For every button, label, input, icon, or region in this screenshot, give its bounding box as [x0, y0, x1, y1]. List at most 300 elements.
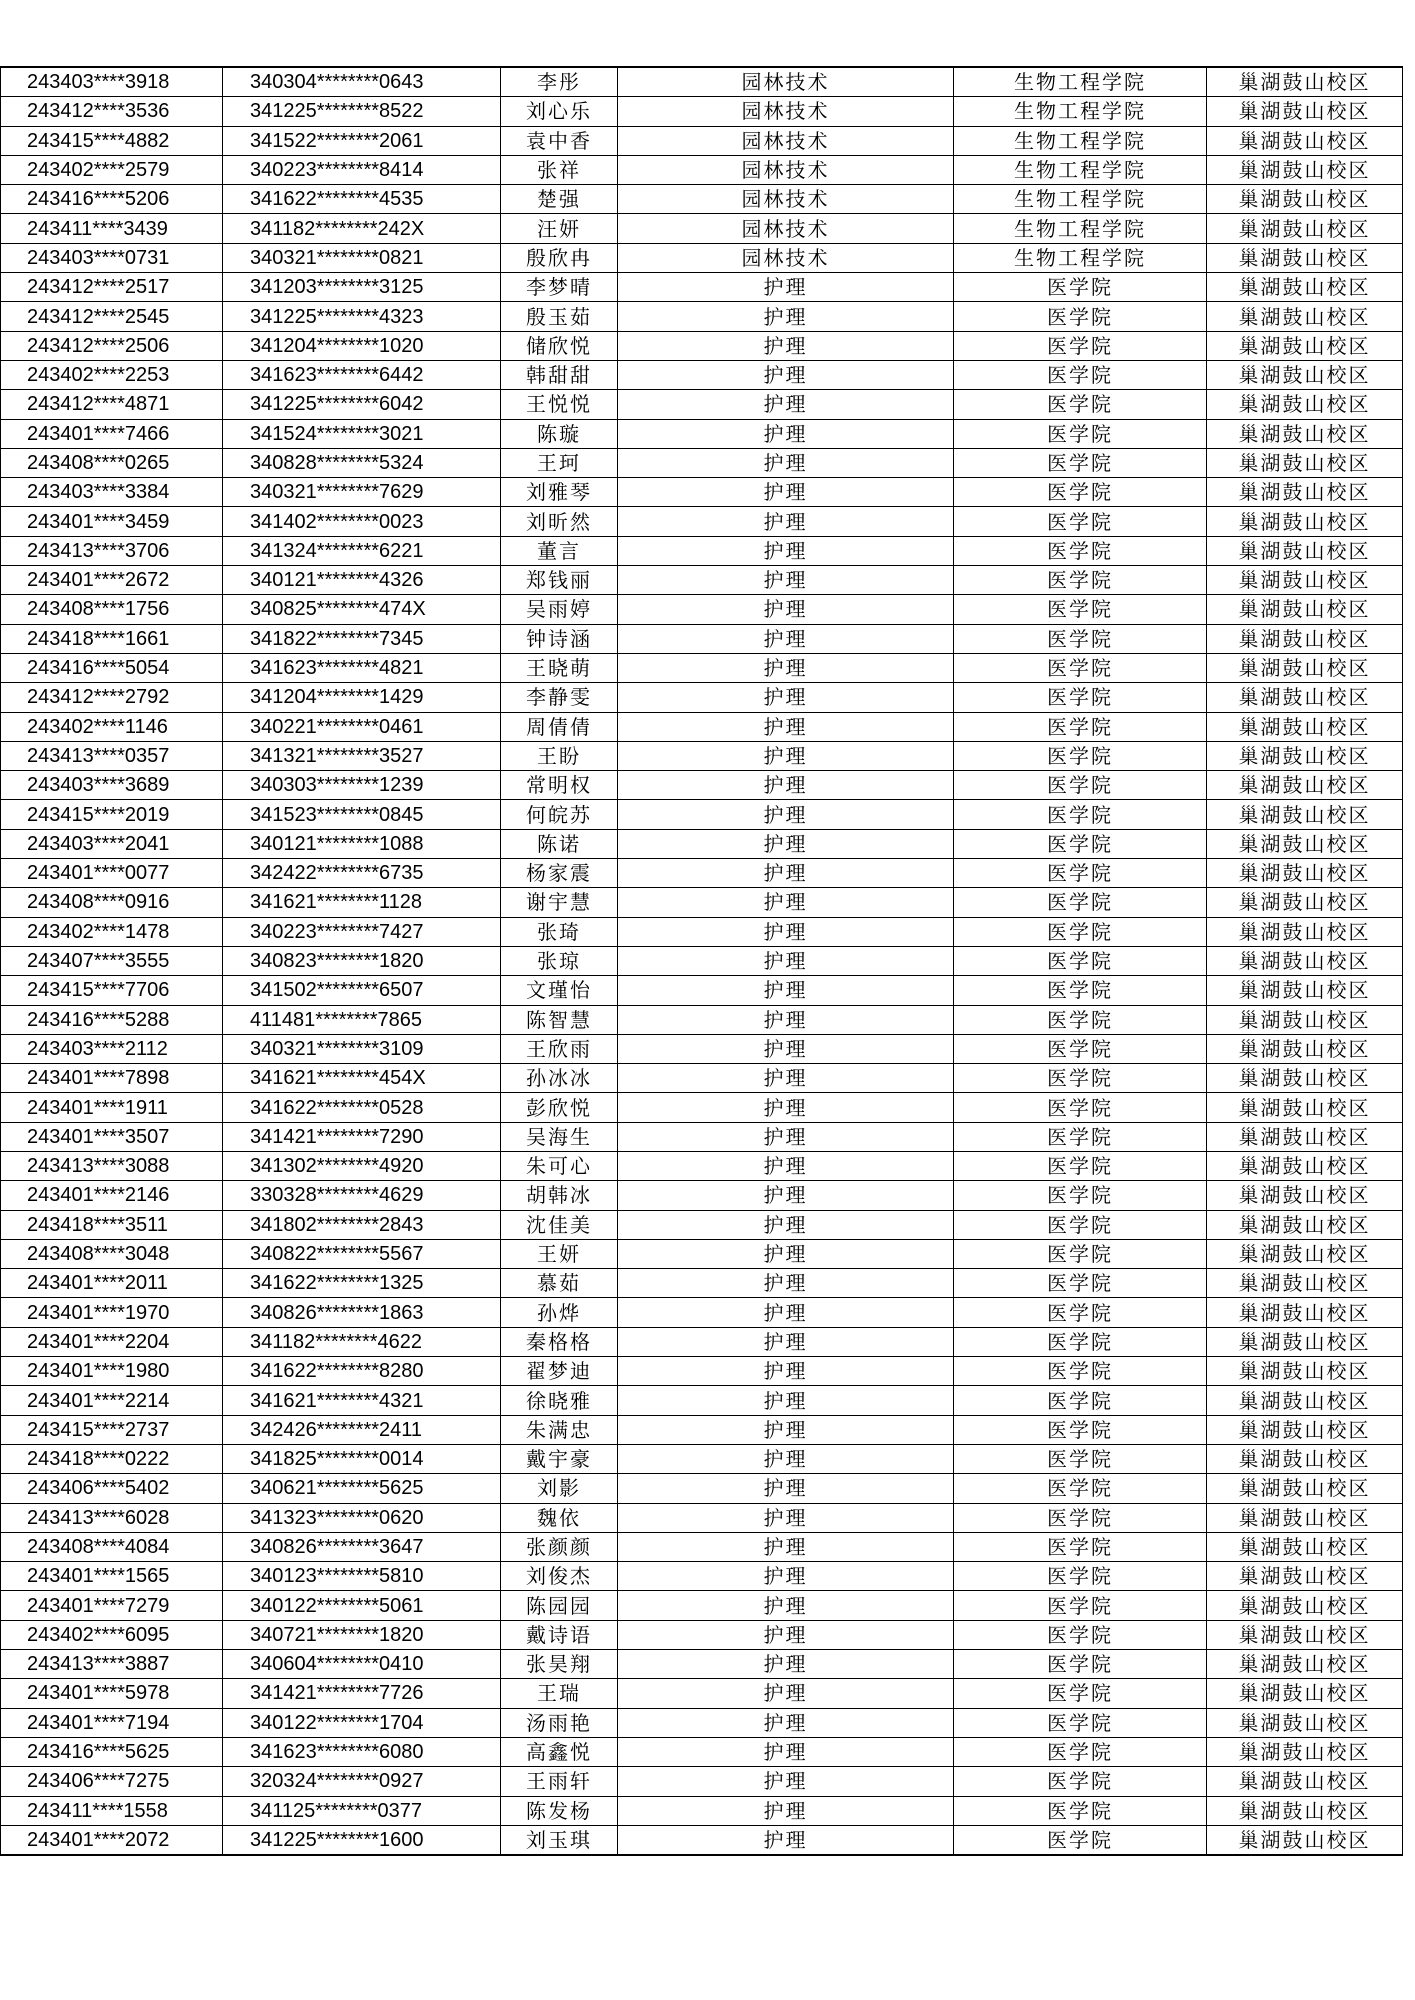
table-row — [1, 1093, 1403, 1122]
major-cell: 园林技术 — [618, 214, 954, 243]
exam-number-cell: 243416****5625 — [1, 1737, 223, 1766]
student-name-cell: 陈璇 — [501, 419, 618, 448]
student-name-cell: 张颜颜 — [501, 1532, 618, 1561]
table-row — [1, 478, 1403, 507]
table-row — [1, 1562, 1403, 1591]
id-number-cell: 340321********7629 — [223, 478, 501, 507]
table-row — [1, 419, 1403, 448]
table-row — [1, 976, 1403, 1005]
id-number-cell: 411481********7865 — [223, 1005, 501, 1034]
id-number-cell: 340122********5061 — [223, 1591, 501, 1620]
college-cell: 生物工程学院 — [954, 243, 1207, 272]
campus-cell: 巢湖鼓山校区 — [1207, 1532, 1403, 1561]
campus-cell: 巢湖鼓山校区 — [1207, 214, 1403, 243]
table-row — [1, 1298, 1403, 1327]
exam-number-cell: 243402****6095 — [1, 1620, 223, 1649]
campus-cell: 巢湖鼓山校区 — [1207, 595, 1403, 624]
campus-cell: 巢湖鼓山校区 — [1207, 1122, 1403, 1151]
major-cell: 护理 — [618, 917, 954, 946]
id-number-cell: 341321********3527 — [223, 741, 501, 770]
major-cell: 护理 — [618, 1415, 954, 1444]
student-name-cell: 王雨轩 — [501, 1767, 618, 1796]
exam-number-cell: 243415****7706 — [1, 976, 223, 1005]
id-number-cell: 341204********1429 — [223, 683, 501, 712]
major-cell: 护理 — [618, 771, 954, 800]
major-cell: 护理 — [618, 448, 954, 477]
college-cell: 生物工程学院 — [954, 97, 1207, 126]
campus-cell: 巢湖鼓山校区 — [1207, 829, 1403, 858]
major-cell: 护理 — [618, 1005, 954, 1034]
student-name-cell: 魏依 — [501, 1503, 618, 1532]
college-cell: 医学院 — [954, 741, 1207, 770]
college-cell: 医学院 — [954, 1034, 1207, 1063]
table-row — [1, 624, 1403, 653]
student-name-cell: 刘雅琴 — [501, 478, 618, 507]
major-cell: 护理 — [618, 1239, 954, 1268]
campus-cell: 巢湖鼓山校区 — [1207, 917, 1403, 946]
college-cell: 生物工程学院 — [954, 155, 1207, 184]
table-row — [1, 126, 1403, 155]
major-cell: 护理 — [618, 1708, 954, 1737]
major-cell: 护理 — [618, 1825, 954, 1855]
student-name-cell: 戴宇豪 — [501, 1444, 618, 1473]
campus-cell: 巢湖鼓山校区 — [1207, 390, 1403, 419]
campus-cell: 巢湖鼓山校区 — [1207, 1239, 1403, 1268]
exam-number-cell: 243401****5978 — [1, 1679, 223, 1708]
exam-number-cell: 243401****2214 — [1, 1386, 223, 1415]
id-number-cell: 341225********4323 — [223, 302, 501, 331]
campus-cell: 巢湖鼓山校区 — [1207, 1591, 1403, 1620]
major-cell: 园林技术 — [618, 126, 954, 155]
student-roster-table — [0, 66, 1403, 1856]
major-cell: 护理 — [618, 478, 954, 507]
campus-cell: 巢湖鼓山校区 — [1207, 1064, 1403, 1093]
id-number-cell: 340321********3109 — [223, 1034, 501, 1063]
student-name-cell: 张琦 — [501, 917, 618, 946]
exam-number-cell: 243402****1146 — [1, 712, 223, 741]
id-number-cell: 340121********4326 — [223, 566, 501, 595]
student-name-cell: 钟诗涵 — [501, 624, 618, 653]
college-cell: 医学院 — [954, 360, 1207, 389]
id-number-cell: 341502********6507 — [223, 976, 501, 1005]
student-name-cell: 沈佳美 — [501, 1210, 618, 1239]
major-cell: 护理 — [618, 683, 954, 712]
id-number-cell: 340121********1088 — [223, 829, 501, 858]
college-cell: 医学院 — [954, 1357, 1207, 1386]
major-cell: 护理 — [618, 536, 954, 565]
college-cell: 医学院 — [954, 1122, 1207, 1151]
college-cell: 医学院 — [954, 1650, 1207, 1679]
id-number-cell: 340721********1820 — [223, 1620, 501, 1649]
student-name-cell: 刘俊杰 — [501, 1562, 618, 1591]
student-name-cell: 慕茹 — [501, 1269, 618, 1298]
id-number-cell: 341225********8522 — [223, 97, 501, 126]
campus-cell: 巢湖鼓山校区 — [1207, 1357, 1403, 1386]
campus-cell: 巢湖鼓山校区 — [1207, 67, 1403, 97]
exam-number-cell: 243408****4084 — [1, 1532, 223, 1561]
student-name-cell: 高鑫悦 — [501, 1737, 618, 1766]
campus-cell: 巢湖鼓山校区 — [1207, 419, 1403, 448]
student-name-cell: 胡韩冰 — [501, 1181, 618, 1210]
student-name-cell: 楚强 — [501, 185, 618, 214]
campus-cell: 巢湖鼓山校区 — [1207, 126, 1403, 155]
campus-cell: 巢湖鼓山校区 — [1207, 185, 1403, 214]
major-cell: 护理 — [618, 1386, 954, 1415]
exam-number-cell: 243401****7466 — [1, 419, 223, 448]
id-number-cell: 341802********2843 — [223, 1210, 501, 1239]
exam-number-cell: 243412****2517 — [1, 273, 223, 302]
major-cell: 护理 — [618, 1474, 954, 1503]
major-cell: 护理 — [618, 1122, 954, 1151]
exam-number-cell: 243406****7275 — [1, 1767, 223, 1796]
major-cell: 园林技术 — [618, 185, 954, 214]
campus-cell: 巢湖鼓山校区 — [1207, 741, 1403, 770]
table-row — [1, 1386, 1403, 1415]
id-number-cell: 340221********0461 — [223, 712, 501, 741]
exam-number-cell: 243408****1756 — [1, 595, 223, 624]
exam-number-cell: 243411****1558 — [1, 1796, 223, 1825]
id-number-cell: 341523********0845 — [223, 800, 501, 829]
college-cell: 医学院 — [954, 1825, 1207, 1855]
major-cell: 园林技术 — [618, 155, 954, 184]
id-number-cell: 341623********4821 — [223, 653, 501, 682]
table-row — [1, 1650, 1403, 1679]
campus-cell: 巢湖鼓山校区 — [1207, 1620, 1403, 1649]
campus-cell: 巢湖鼓山校区 — [1207, 1679, 1403, 1708]
table-row — [1, 1532, 1403, 1561]
college-cell: 医学院 — [954, 771, 1207, 800]
exam-number-cell: 243403****3384 — [1, 478, 223, 507]
id-number-cell: 341402********0023 — [223, 507, 501, 536]
exam-number-cell: 243412****3536 — [1, 97, 223, 126]
exam-number-cell: 243403****0731 — [1, 243, 223, 272]
exam-number-cell: 243413****6028 — [1, 1503, 223, 1532]
exam-number-cell: 243401****3459 — [1, 507, 223, 536]
table-row — [1, 1239, 1403, 1268]
table-row — [1, 1767, 1403, 1796]
id-number-cell: 341302********4920 — [223, 1151, 501, 1180]
student-name-cell: 戴诗语 — [501, 1620, 618, 1649]
college-cell: 医学院 — [954, 800, 1207, 829]
table-row — [1, 1357, 1403, 1386]
college-cell: 医学院 — [954, 653, 1207, 682]
table-row — [1, 302, 1403, 331]
table-row — [1, 1591, 1403, 1620]
exam-number-cell: 243415****2019 — [1, 800, 223, 829]
campus-cell: 巢湖鼓山校区 — [1207, 448, 1403, 477]
table-row — [1, 859, 1403, 888]
major-cell: 护理 — [618, 976, 954, 1005]
table-row — [1, 1181, 1403, 1210]
college-cell: 医学院 — [954, 888, 1207, 917]
table-row — [1, 1064, 1403, 1093]
id-number-cell: 341621********454X — [223, 1064, 501, 1093]
campus-cell: 巢湖鼓山校区 — [1207, 1181, 1403, 1210]
table-row — [1, 448, 1403, 477]
campus-cell: 巢湖鼓山校区 — [1207, 624, 1403, 653]
table-row — [1, 888, 1403, 917]
college-cell: 医学院 — [954, 1239, 1207, 1268]
campus-cell: 巢湖鼓山校区 — [1207, 653, 1403, 682]
college-cell: 医学院 — [954, 829, 1207, 858]
table-row — [1, 829, 1403, 858]
campus-cell: 巢湖鼓山校区 — [1207, 1327, 1403, 1356]
exam-number-cell: 243418****1661 — [1, 624, 223, 653]
major-cell: 护理 — [618, 1327, 954, 1356]
campus-cell: 巢湖鼓山校区 — [1207, 976, 1403, 1005]
campus-cell: 巢湖鼓山校区 — [1207, 1386, 1403, 1415]
exam-number-cell: 243401****1980 — [1, 1357, 223, 1386]
table-row — [1, 1415, 1403, 1444]
campus-cell: 巢湖鼓山校区 — [1207, 155, 1403, 184]
student-name-cell: 文瑾怡 — [501, 976, 618, 1005]
college-cell: 医学院 — [954, 1005, 1207, 1034]
table-row — [1, 1503, 1403, 1532]
major-cell: 护理 — [618, 1679, 954, 1708]
id-number-cell: 340822********5567 — [223, 1239, 501, 1268]
id-number-cell: 340123********5810 — [223, 1562, 501, 1591]
id-number-cell: 341323********0620 — [223, 1503, 501, 1532]
major-cell: 护理 — [618, 1444, 954, 1473]
id-number-cell: 341825********0014 — [223, 1444, 501, 1473]
student-name-cell: 常明权 — [501, 771, 618, 800]
exam-number-cell: 243402****2253 — [1, 360, 223, 389]
exam-number-cell: 243418****0222 — [1, 1444, 223, 1473]
student-name-cell: 李彤 — [501, 67, 618, 97]
table-row — [1, 946, 1403, 975]
roster-table-body — [1, 67, 1403, 1855]
college-cell: 医学院 — [954, 302, 1207, 331]
college-cell: 医学院 — [954, 331, 1207, 360]
student-name-cell: 陈发杨 — [501, 1796, 618, 1825]
campus-cell: 巢湖鼓山校区 — [1207, 1767, 1403, 1796]
college-cell: 医学院 — [954, 1210, 1207, 1239]
table-row — [1, 1825, 1403, 1855]
college-cell: 医学院 — [954, 536, 1207, 565]
campus-cell: 巢湖鼓山校区 — [1207, 1210, 1403, 1239]
exam-number-cell: 243413****3088 — [1, 1151, 223, 1180]
table-row — [1, 331, 1403, 360]
student-name-cell: 刘影 — [501, 1474, 618, 1503]
student-name-cell: 韩甜甜 — [501, 360, 618, 389]
table-row — [1, 390, 1403, 419]
college-cell: 医学院 — [954, 976, 1207, 1005]
exam-number-cell: 243401****3507 — [1, 1122, 223, 1151]
exam-number-cell: 243401****0077 — [1, 859, 223, 888]
exam-number-cell: 243401****7279 — [1, 1591, 223, 1620]
table-row — [1, 712, 1403, 741]
campus-cell: 巢湖鼓山校区 — [1207, 536, 1403, 565]
campus-cell: 巢湖鼓山校区 — [1207, 771, 1403, 800]
exam-number-cell: 243403****3918 — [1, 67, 223, 97]
exam-number-cell: 243401****2672 — [1, 566, 223, 595]
id-number-cell: 340826********3647 — [223, 1532, 501, 1561]
campus-cell: 巢湖鼓山校区 — [1207, 1269, 1403, 1298]
table-row — [1, 1269, 1403, 1298]
college-cell: 医学院 — [954, 917, 1207, 946]
exam-number-cell: 243413****3887 — [1, 1650, 223, 1679]
exam-number-cell: 243401****2146 — [1, 1181, 223, 1210]
id-number-cell: 340223********7427 — [223, 917, 501, 946]
campus-cell: 巢湖鼓山校区 — [1207, 1796, 1403, 1825]
major-cell: 护理 — [618, 566, 954, 595]
id-number-cell: 341623********6442 — [223, 360, 501, 389]
college-cell: 医学院 — [954, 566, 1207, 595]
major-cell: 护理 — [618, 595, 954, 624]
student-name-cell: 吴海生 — [501, 1122, 618, 1151]
id-number-cell: 340825********474X — [223, 595, 501, 624]
table-row — [1, 653, 1403, 682]
id-number-cell: 340303********1239 — [223, 771, 501, 800]
college-cell: 医学院 — [954, 1269, 1207, 1298]
college-cell: 医学院 — [954, 946, 1207, 975]
college-cell: 医学院 — [954, 595, 1207, 624]
id-number-cell: 341621********1128 — [223, 888, 501, 917]
major-cell: 护理 — [618, 360, 954, 389]
college-cell: 医学院 — [954, 1298, 1207, 1327]
major-cell: 护理 — [618, 1737, 954, 1766]
college-cell: 医学院 — [954, 419, 1207, 448]
campus-cell: 巢湖鼓山校区 — [1207, 97, 1403, 126]
exam-number-cell: 243416****5054 — [1, 653, 223, 682]
exam-number-cell: 243401****2204 — [1, 1327, 223, 1356]
college-cell: 医学院 — [954, 1591, 1207, 1620]
major-cell: 护理 — [618, 1620, 954, 1649]
campus-cell: 巢湖鼓山校区 — [1207, 1737, 1403, 1766]
campus-cell: 巢湖鼓山校区 — [1207, 566, 1403, 595]
exam-number-cell: 243401****2011 — [1, 1269, 223, 1298]
student-name-cell: 张琼 — [501, 946, 618, 975]
major-cell: 护理 — [618, 1591, 954, 1620]
student-name-cell: 李梦晴 — [501, 273, 618, 302]
student-name-cell: 秦格格 — [501, 1327, 618, 1356]
campus-cell: 巢湖鼓山校区 — [1207, 302, 1403, 331]
college-cell: 医学院 — [954, 1679, 1207, 1708]
college-cell: 医学院 — [954, 1444, 1207, 1473]
student-name-cell: 殷欣冉 — [501, 243, 618, 272]
student-name-cell: 谢宇慧 — [501, 888, 618, 917]
id-number-cell: 320324********0927 — [223, 1767, 501, 1796]
major-cell: 护理 — [618, 1562, 954, 1591]
exam-number-cell: 243401****1970 — [1, 1298, 223, 1327]
major-cell: 护理 — [618, 1151, 954, 1180]
student-name-cell: 王妍 — [501, 1239, 618, 1268]
table-row — [1, 1327, 1403, 1356]
student-name-cell: 孙烨 — [501, 1298, 618, 1327]
id-number-cell: 341822********7345 — [223, 624, 501, 653]
table-row — [1, 683, 1403, 712]
major-cell: 园林技术 — [618, 97, 954, 126]
exam-number-cell: 243402****1478 — [1, 917, 223, 946]
id-number-cell: 341182********4622 — [223, 1327, 501, 1356]
major-cell: 护理 — [618, 1503, 954, 1532]
major-cell: 护理 — [618, 1064, 954, 1093]
campus-cell: 巢湖鼓山校区 — [1207, 243, 1403, 272]
student-name-cell: 吴雨婷 — [501, 595, 618, 624]
student-name-cell: 彭欣悦 — [501, 1093, 618, 1122]
college-cell: 医学院 — [954, 859, 1207, 888]
table-row — [1, 741, 1403, 770]
campus-cell: 巢湖鼓山校区 — [1207, 478, 1403, 507]
campus-cell: 巢湖鼓山校区 — [1207, 946, 1403, 975]
id-number-cell: 342422********6735 — [223, 859, 501, 888]
exam-number-cell: 243416****5206 — [1, 185, 223, 214]
major-cell: 护理 — [618, 419, 954, 448]
table-row — [1, 1005, 1403, 1034]
table-row — [1, 595, 1403, 624]
major-cell: 护理 — [618, 741, 954, 770]
table-row — [1, 536, 1403, 565]
campus-cell: 巢湖鼓山校区 — [1207, 859, 1403, 888]
table-row — [1, 1474, 1403, 1503]
college-cell: 医学院 — [954, 273, 1207, 302]
student-name-cell: 陈园园 — [501, 1591, 618, 1620]
college-cell: 医学院 — [954, 1415, 1207, 1444]
table-row — [1, 155, 1403, 184]
table-row — [1, 273, 1403, 302]
college-cell: 医学院 — [954, 1562, 1207, 1591]
college-cell: 医学院 — [954, 478, 1207, 507]
exam-number-cell: 243408****0265 — [1, 448, 223, 477]
id-number-cell: 341203********3125 — [223, 273, 501, 302]
student-name-cell: 何皖苏 — [501, 800, 618, 829]
student-name-cell: 王盼 — [501, 741, 618, 770]
id-number-cell: 341225********6042 — [223, 390, 501, 419]
student-name-cell: 徐晓雅 — [501, 1386, 618, 1415]
id-number-cell: 341622********4535 — [223, 185, 501, 214]
major-cell: 护理 — [618, 1796, 954, 1825]
id-number-cell: 341623********6080 — [223, 1737, 501, 1766]
student-name-cell: 王瑞 — [501, 1679, 618, 1708]
student-name-cell: 殷玉茹 — [501, 302, 618, 331]
college-cell: 医学院 — [954, 1708, 1207, 1737]
major-cell: 护理 — [618, 1093, 954, 1122]
id-number-cell: 342426********2411 — [223, 1415, 501, 1444]
college-cell: 医学院 — [954, 1532, 1207, 1561]
table-row — [1, 1151, 1403, 1180]
exam-number-cell: 243413****0357 — [1, 741, 223, 770]
table-row — [1, 1737, 1403, 1766]
id-number-cell: 341204********1020 — [223, 331, 501, 360]
college-cell: 医学院 — [954, 624, 1207, 653]
table-row — [1, 800, 1403, 829]
major-cell: 园林技术 — [618, 243, 954, 272]
campus-cell: 巢湖鼓山校区 — [1207, 712, 1403, 741]
table-row — [1, 1708, 1403, 1737]
exam-number-cell: 243403****2112 — [1, 1034, 223, 1063]
student-name-cell: 汤雨艳 — [501, 1708, 618, 1737]
campus-cell: 巢湖鼓山校区 — [1207, 683, 1403, 712]
id-number-cell: 340621********5625 — [223, 1474, 501, 1503]
major-cell: 护理 — [618, 1210, 954, 1239]
college-cell: 医学院 — [954, 1737, 1207, 1766]
major-cell: 护理 — [618, 712, 954, 741]
id-number-cell: 341324********6221 — [223, 536, 501, 565]
table-row — [1, 917, 1403, 946]
campus-cell: 巢湖鼓山校区 — [1207, 1034, 1403, 1063]
exam-number-cell: 243402****2579 — [1, 155, 223, 184]
exam-number-cell: 243408****3048 — [1, 1239, 223, 1268]
id-number-cell: 341125********0377 — [223, 1796, 501, 1825]
student-name-cell: 王欣雨 — [501, 1034, 618, 1063]
major-cell: 护理 — [618, 390, 954, 419]
table-row — [1, 1679, 1403, 1708]
major-cell: 护理 — [618, 1269, 954, 1298]
id-number-cell: 341622********1325 — [223, 1269, 501, 1298]
table-row — [1, 214, 1403, 243]
major-cell: 护理 — [618, 800, 954, 829]
major-cell: 护理 — [618, 1034, 954, 1063]
